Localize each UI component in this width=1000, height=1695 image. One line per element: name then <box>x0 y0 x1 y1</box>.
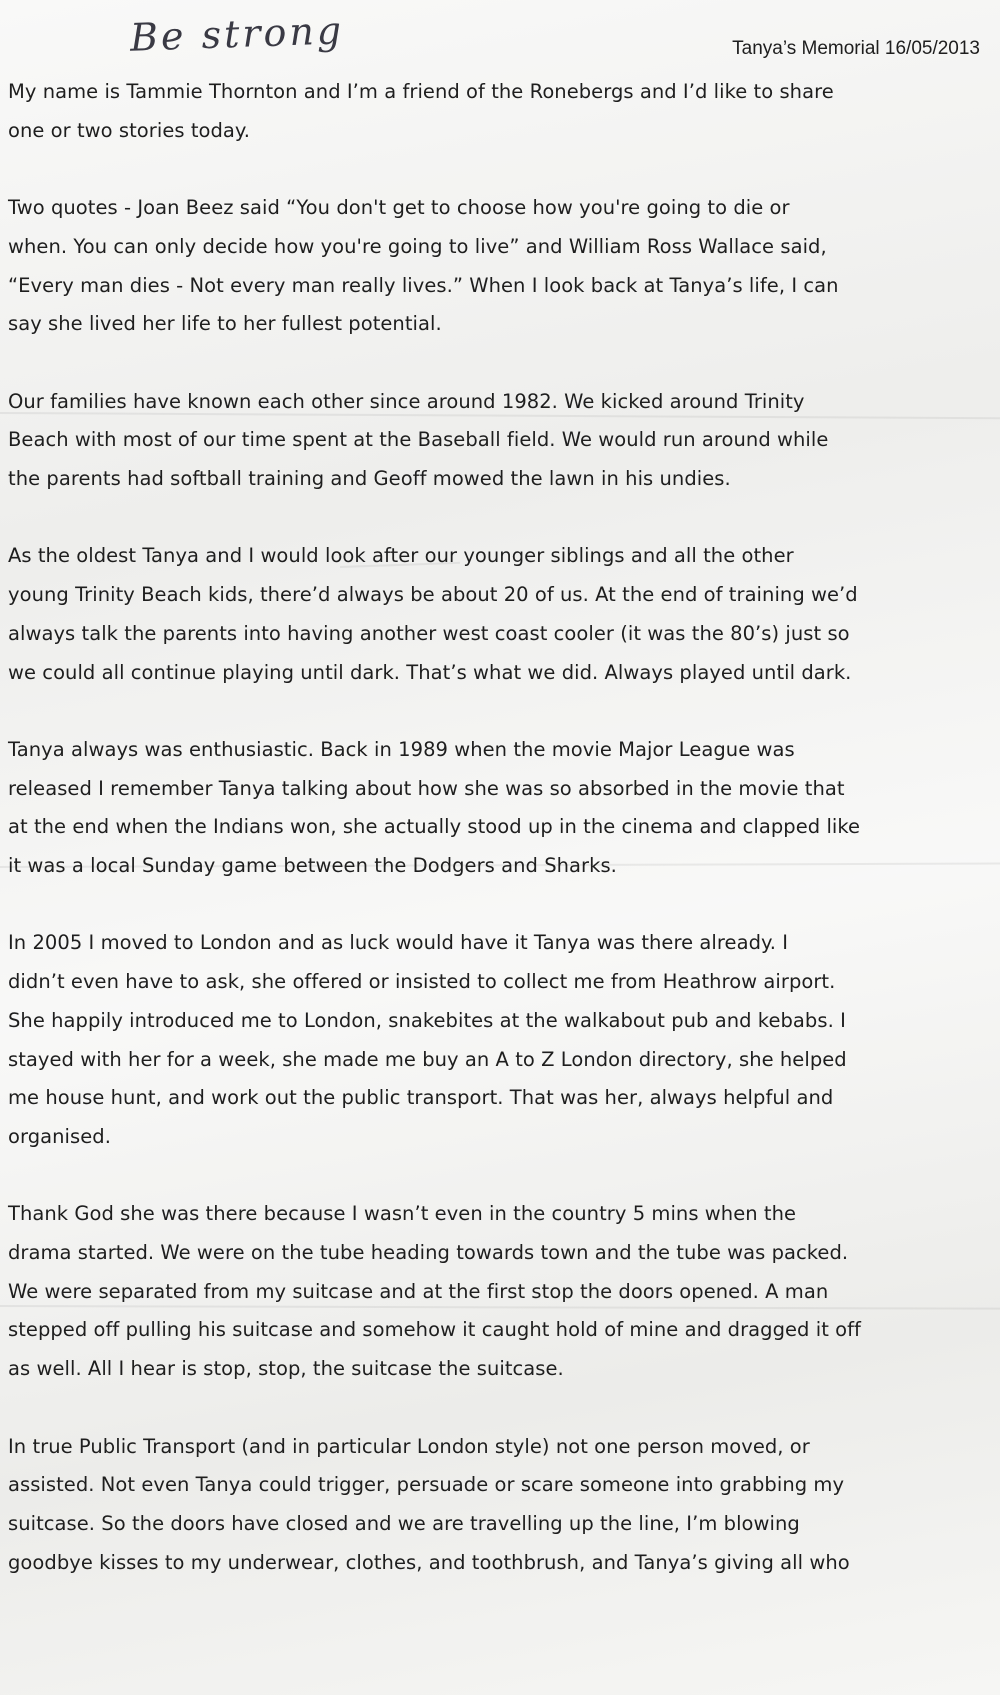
memorial-speech-text <box>8 73 993 1621</box>
paragraph: My name is Tammie Thornton and I’m a friend of the Ronebergs and I’d like to share one or two stories today. <box>8 80 834 142</box>
paragraph: As the oldest Tanya and I would look after our younger siblings and all the other young Trinity Beach kids, there’d always be about 20 of us. At the end of training we’d always talk the parents into having another west coast cooler (it was the 80’s) just so we could all continue playing until dark. That’s what we did. Always played until dark. <box>8 544 858 684</box>
paragraph: Two quotes - Joan Beez said “You don't get to choose how you're going to die or when. You can only decide how you're going to live” and William Ross Wallace said, “Every man dies - Not every man really lives.” When I look back at Tanya’s life, I can say she lived her life to her fullest potential. <box>8 196 839 336</box>
handwritten-note: Be strong <box>129 8 345 60</box>
paragraph: Our families have known each other since around 1982. We kicked around Trinity Beach with most of our time spent at the Baseball field. We would run around while the parents had softball training and Geoff mowed the lawn in his undies. <box>8 389 829 490</box>
document-title: Tanya’s Memorial 16/05/2013 <box>732 38 980 59</box>
paragraph: In 2005 I moved to London and as luck would have it Tanya was there already. I didn’t even have to ask, she offered or insisted to collect me from Heathrow airport. She happily introduced me to London, snakebites at the walkabout pub and kebabs. I stayed with her for a week, she made me buy an A to Z London directory, she helped me house hunt, and work out the public transport. That was her, always helpful and organised. <box>8 931 847 1148</box>
paragraph: In true Public Transport (and in particular London style) not one person moved, or assisted. Not even Tanya could trigger, persuade or scare someone into grabbing my suitcase. So the doors have closed and we are travelling up the line, I’m blowing goodbye kisses to my underwear, clothes, and toothbrush, and Tanya’s giving all who <box>8 1434 850 1574</box>
paragraph: Tanya always was enthusiastic. Back in 1989 when the movie Major League was released I remember Tanya talking about how she was so absorbed in the movie that at the end when the Indians won, she actually stood up in the cinema and clapped like it was a local Sunday game between the Dodgers and Sharks. <box>8 737 861 877</box>
paragraph: Thank God she was there because I wasn’t even in the country 5 mins when the drama started. We were on the tube heading towards town and the tube was packed. We were separated from my suitcase and at the first stop the doors opened. A man stepped off pulling his suitcase and somehow it caught hold of mine and dragged it off as well. All I hear is stop, stop, the suitcase the suitcase. <box>8 1202 861 1381</box>
